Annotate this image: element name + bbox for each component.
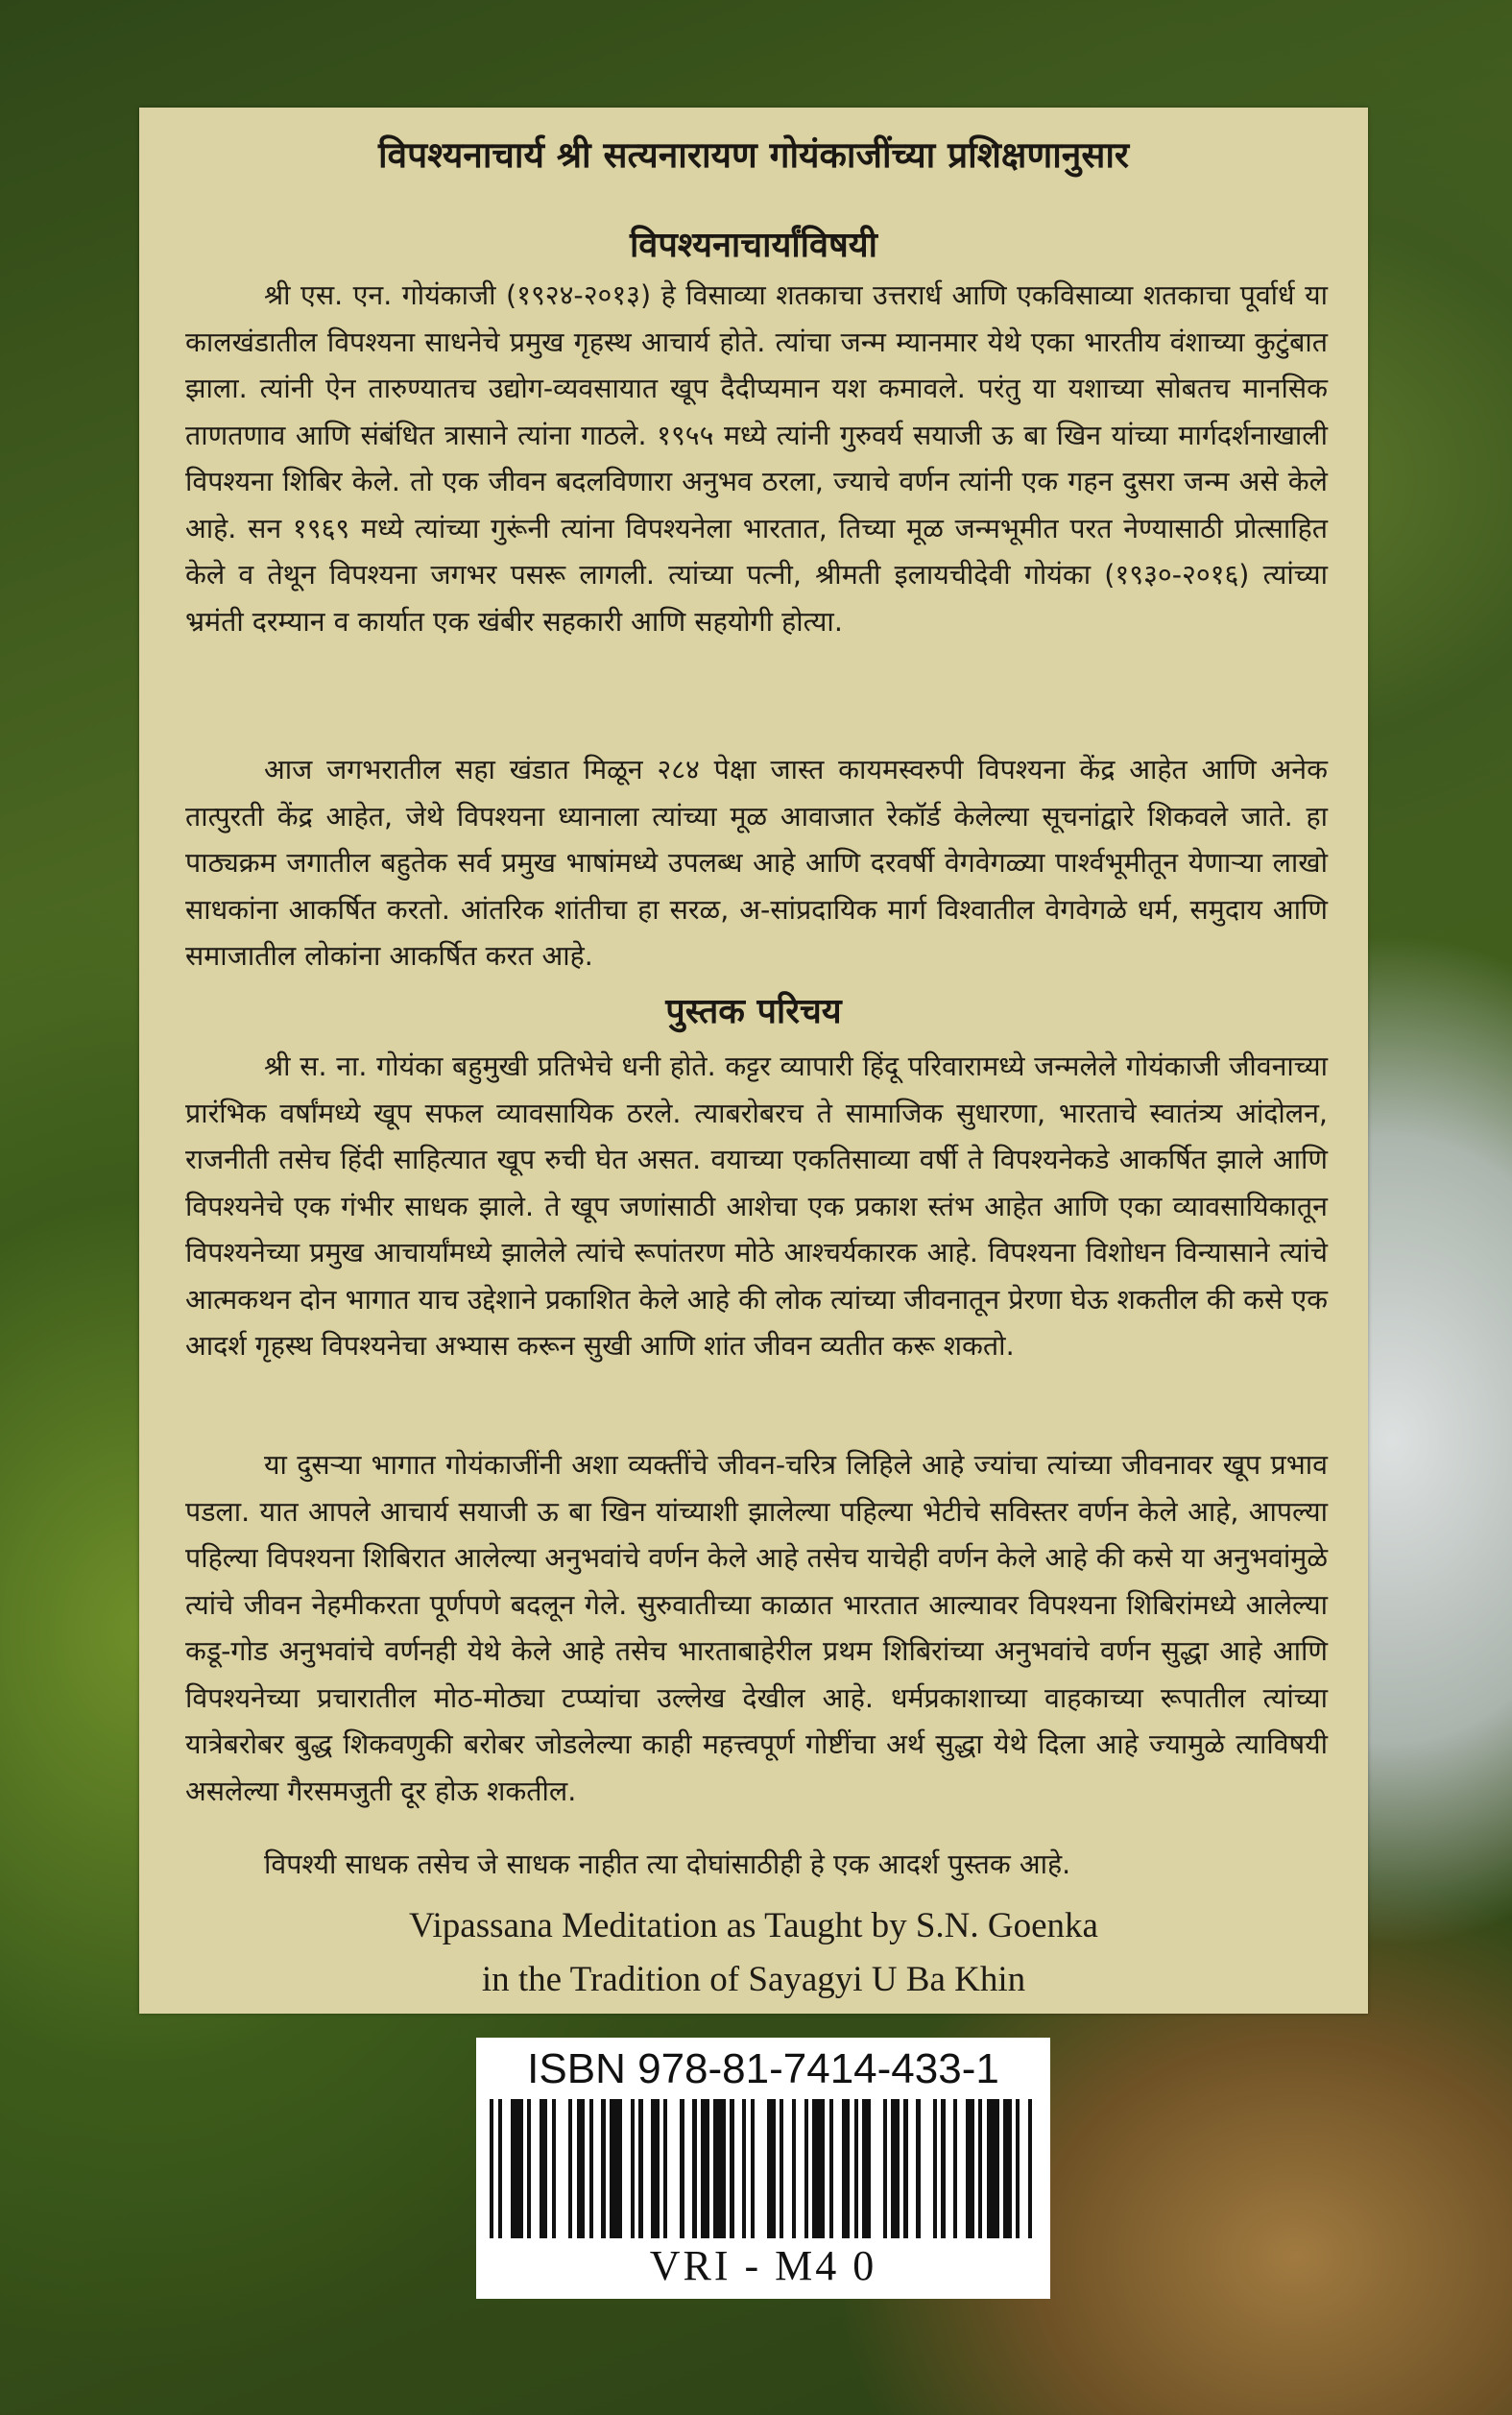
barcode-bar xyxy=(1003,2099,1012,2238)
barcode-bar xyxy=(767,2099,776,2238)
intro-paragraph-1: श्री स. ना. गोयंका बहुमुखी प्रतिभेचे धनी होते. कट्टर व्यापारी हिंदू परिवारामध्ये जन्मलेले गोयंकाजी जीवनाच्या प्रारंभिक वर्षांमध्ये खूप सफल व्यावसायिक ठरले. त्याबरोबरच ते सामाजिक सुधारणा, भारताचे स्वातंत्र्य आंदोलन, राजनीती तसेच हिंदी साहित्यात खूप रुची घेत असत. वयाच्या एकतिसाव्या वर्षी ते विपश्यनेकडे आकर्षित झाले आणि विपश्यनेचे एक गंभीर साधक झाले. ते खूप जणांसाठी आशेचा एक प्रकाश स्तंभ आहेत आणि एका व्यावसायिकातून विपश्यनेच्या प्रमुख आचार्यांमध्ये झालेले त्यांचे रूपांतरण मोठे आश्चर्यकारक आहे. विपश्यना विशोधन विन्यासाने त्यांचे आत्मकथन दोन भागात याच उद्देशाने प्रकाशित केले आहे की लोक त्यांच्या जीवनातून प्रेरणा घेऊ शकतील की कसे एक आदर्श गृहस्थ विपश्यनेचा अभ्यास करून सुखी आणि शांत जीवन व्यतीत करू शकतो. xyxy=(185,1051,1328,1362)
barcode-bar xyxy=(957,2099,966,2238)
barcode-bar xyxy=(511,2099,523,2238)
intro-paragraph-3: विपश्यी साधक तसेच जे साधक नाहीत त्या दोघांसाठीही हे एक आदर्श पुस्तक आहे. xyxy=(264,1848,1071,1880)
barcode-bar xyxy=(622,2099,631,2238)
barcode-bar xyxy=(713,2099,726,2238)
barcode-bar xyxy=(610,2099,622,2238)
barcode-bar xyxy=(651,2099,660,2238)
barcode-bars xyxy=(490,2099,1037,2238)
barcode-bar xyxy=(734,2099,743,2238)
barcode-label xyxy=(476,2038,1050,2299)
barcode-bar xyxy=(556,2099,568,2238)
barcode-bar xyxy=(891,2099,900,2238)
barcode-bar xyxy=(1032,2099,1036,2238)
barcode-bar xyxy=(987,2099,999,2238)
barcode-bar xyxy=(946,2099,954,2238)
barcode-bar xyxy=(833,2099,842,2238)
barcode-bar xyxy=(577,2099,586,2238)
section-heading-about-teacher: विपश्यनाचार्यांविषयी xyxy=(629,226,877,265)
barcode-bar xyxy=(643,2099,652,2238)
english-subtitle-line-2: in the Tradition of Sayagyi U Ba Khin xyxy=(481,1960,1026,1999)
barcode-bar xyxy=(796,2099,804,2238)
barcode-bar xyxy=(966,2099,974,2238)
barcode-bar xyxy=(593,2099,602,2238)
intro-paragraph-2: या दुसऱ्या भागात गोयंकाजींनी अशा व्यक्तींचे जीवन-चरित्र लिहिले आहे ज्यांचा त्यांच्या जीवनावर खूप प्रभाव पडला. यात आपले आचार्य सयाजी ऊ बा खिन यांच्याशी झालेल्या पहिल्या भेटीचे सविस्तर वर्णन केले आहे, आपल्या पहिल्या विपश्यना शिबिरात आलेल्या अनुभवांचे वर्णन केले आहे तसेच याचेही वर्णन केले आहे की कसे या अनुभवांमुळे त्यांचे जीवन नेहमीकरता पूर्णपणे बदलून गेले. सुरुवातीच्या काळात भारतात आल्यावर विपश्यना शिबिरांमध्ये आलेल्या कडू-गोड अनुभवांचे वर्णनही येथे केले आहे तसेच भारताबाहेरील प्रथम शिबिरांच्या अनुभवांचे वर्णन सुद्धा आहे आणि विपश्यनेच्या प्रचारातील मोठ-मोठ्या टप्प्यांचा उल्लेख देखील आहे. धर्मप्रकाशाच्या वाहकाच्या रूपातील त्यांच्या यात्रेबरोबर बुद्ध शिकवणुकी बरोबर जोडलेल्या काही महत्त्वपूर्ण गोष्टींचा अर्थ सुद्धा येथे दिला आहे ज्यामुळे त्याविषयी असलेल्या गैरसमजुती दूर होऊ शकतील. xyxy=(185,1449,1328,1807)
barcode-bar xyxy=(701,2099,709,2238)
barcode-bar xyxy=(908,2099,917,2238)
cover-title: विपश्यनाचार्य श्री सत्यनारायण गोयंकाजींच्या प्रशिक्षणानुसार xyxy=(377,134,1130,176)
barcode-bar xyxy=(684,2099,693,2238)
isbn-text: ISBN 978-81-7414-433-1 xyxy=(527,2045,999,2092)
barcode-bar xyxy=(531,2099,540,2238)
barcode-bar xyxy=(862,2099,871,2238)
barcode-bar xyxy=(871,2099,883,2238)
barcode-bar xyxy=(921,2099,933,2238)
barcode-bar xyxy=(842,2099,851,2238)
barcode-bar xyxy=(667,2099,680,2238)
barcode-bar xyxy=(502,2099,511,2238)
back-cover-panel xyxy=(139,108,1368,2014)
barcode-bar xyxy=(783,2099,792,2238)
barcode-bar xyxy=(755,2099,767,2238)
english-subtitle-line-1: Vipassana Meditation as Taught by S.N. Goenka xyxy=(409,1906,1098,1945)
about-paragraph-1: श्री एस. एन. गोयंकाजी (१९२४-२०१३) हे विसाव्या शतकाचा उत्तरार्ध आणि एकविसाव्या शतकाचा पूर्वार्ध या कालखंडातील विपश्यना साधनेचे प्रमुख गृहस्थ आचार्य होते. त्यांचा जन्म म्यानमार येथे एका भारतीय वंशाच्या कुटुंबात झाला. त्यांनी ऐन तारुण्यातच उद्योग-व्यवसायात खूप दैदीप्यमान यश कमावले. परंतु या यशाच्या सोबतच मानसिक ताणतणाव आणि संबंधित त्रासाने त्यांना गाठले. १९५५ मध्ये त्यांनी गुरुवर्य सयाजी ऊ बा खिन यांच्या मार्गदर्शनाखाली विपश्यना शिबिर केले. तो एक जीवन बदलविणारा अनुभव ठरला, ज्याचे वर्णन त्यांनी एक गहन दुसरा जन्म असे केले आहे. सन १९६९ मध्ये त्यांच्या गुरूंनी त्यांना विपश्यनेला भारतात, तिच्या मूळ जन्मभूमीत परत नेण्यासाठी प्रोत्साहित केले व तेथून विपश्यना जगभर पसरू लागली. त्यांच्या पत्नी, श्रीमती इलायचीदेवी गोयंका (१९३०-२०१६) त्यांच्या भ्रमंती दरम्यान व कार्यात एक खंबीर सहकारी आणि सहयोगी होत्या. xyxy=(185,279,1328,638)
about-paragraph-2: आज जगभरातील सहा खंडात मिळून २८४ पेक्षा जास्त कायमस्वरुपी विपश्यना केंद्र आहेत आणि अनेक तात्पुरती केंद्र आहेत, जेथे विपश्यना ध्यानाला त्यांच्या मूळ आवाजात रेकॉर्ड केलेल्या सूचनांद्वारे शिकवले जाते. हा पाठ्यक्रम जगातील बहुतेक सर्व प्रमुख भाषांमध्ये उपलब्ध आहे आणि दरवर्षी वेगवेगळ्या पार्श्वभूमीतून येणाऱ्या लाखो साधकांना आकर्षित करतो. आंतरिक शांतीचा हा सरळ, अ-सांप्रदायिक मार्ग विश्वातील वेगवेगळे धर्म, समुदाय आणि समाजातील लोकांना आकर्षित करत आहे. xyxy=(185,754,1328,972)
barcode-bar xyxy=(540,2099,548,2238)
section-heading-book-intro: पुस्तक परिचय xyxy=(665,992,842,1031)
barcode-bar xyxy=(1020,2099,1028,2238)
barcode-bar xyxy=(812,2099,825,2238)
product-code: VRI - M4 0 xyxy=(649,2242,877,2289)
